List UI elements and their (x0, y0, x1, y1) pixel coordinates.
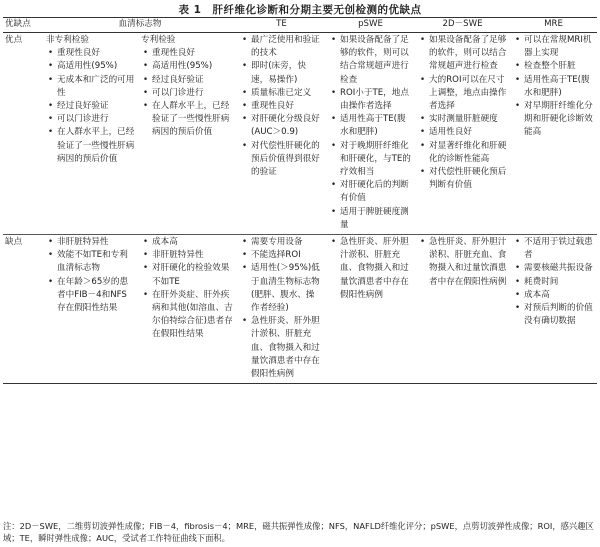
bullet-list (329, 34, 412, 232)
list-item: • 需要核磁共振设备 (513, 262, 594, 275)
list-item: • 无成本和广泛的可用性 (46, 74, 135, 100)
list-item: • 经过良好验证 (141, 74, 234, 87)
list-item: • 最广泛使用和验证的技术 (240, 34, 323, 60)
list-item: • 即时(床旁，快速，易操作) (240, 60, 323, 86)
list-item: • ROI小于TE，地点由操作者选择 (329, 87, 412, 113)
list-item: • 适用于脾脏硬度测量 (329, 206, 412, 232)
list-item: • 在人群水平上，已经验证了一些慢性肝病病因的预后价值 (141, 100, 234, 140)
cell-pros-2dswe (415, 33, 510, 235)
list-item: • 对肝硬化后的判断有价值 (329, 179, 412, 205)
list-item: • 非肝脏特异性 (46, 236, 135, 249)
list-item: • 在年龄＞65岁的患者中FIB－4和NFS存在假阳性结果 (46, 276, 135, 316)
list-item: • 不能选择ROI (240, 249, 323, 262)
list-item: • 重现性良好 (240, 100, 323, 113)
list-item: • 急性肝炎、肝外胆汁淤积、肝脏充血、食物摄入和过量饮酒患者中存在假阳性病例 (329, 236, 412, 302)
bullet-list (418, 236, 507, 289)
list-item: • 高适用性(95%) (141, 60, 234, 73)
bullet-list (141, 236, 234, 342)
list-item: • 对早期肝纤维化分期和肝硬化诊断效能高 (513, 100, 594, 140)
header-serum: 血清标志物 (43, 18, 237, 33)
row-label-pros: 优点 (5, 35, 23, 45)
list-item: • 重现性良好 (46, 47, 135, 60)
cell-cons-2dswe (415, 235, 510, 384)
list-item: • 对肝硬化分级良好(AUC＞0.9) (240, 113, 323, 139)
list-item: • 急性肝炎、肝外胆汁淤积、肝脏充血、食物摄入和过量饮酒患者中存在假阳性病例 (418, 236, 507, 289)
header-label-col: 优缺点 (3, 18, 43, 33)
cell-pros-serum-patented (138, 33, 237, 235)
table-footnote: 注：2D－SWE，二维剪切波弹性成像；FIB－4，fibrosis－4；MRE，磁共振弹性成像；NFS，NAFLD纤维化评分；pSWE，点剪切波弹性成像；ROI，感兴趣区域；TE，瞬时弹性成像；AUC，受试者工作特征曲线下面积。 (3, 521, 594, 543)
list-item: • 急性肝炎、肝外胆汁淤积、肝脏充血、食物摄入和过量饮酒患者中存在假阳性病例 (240, 315, 323, 381)
list-item: • 经过良好验证 (46, 100, 135, 113)
bullet-list (513, 34, 594, 140)
list-item: • 耗费时间 (513, 276, 594, 289)
list-item: • 可以门诊进行 (141, 87, 234, 100)
cell-pros-pswe (326, 33, 415, 235)
subheading-patented: 专利检验 (141, 35, 176, 45)
list-item: • 在肝外炎症、肝外疾病和其他(如溶血、吉尔伯特综合征)患者存在假阳性结果 (141, 289, 234, 342)
list-item: • 效能不如TE和专利血清标志物 (46, 249, 135, 275)
cell-pros-serum-nonspecific (43, 33, 138, 235)
list-item: • 对肝硬化的检验效果不如TE (141, 262, 234, 288)
list-item: • 在人群水平上，已经验证了一些慢性肝病病因的预后价值 (46, 126, 135, 166)
list-item: • 实时测量肝脏硬度 (418, 113, 507, 126)
list-item: • 对代偿性肝硬化预后判断有价值 (418, 166, 507, 192)
bullet-list (141, 47, 234, 139)
list-item: • 成本高 (141, 236, 234, 249)
list-item: • 非肝脏特异性 (141, 249, 234, 262)
cell-pros-mre (510, 33, 597, 235)
row-label-cons: 缺点 (3, 235, 43, 384)
bullet-list (329, 236, 412, 302)
list-item: • 对代偿性肝硬化的预后价值得到很好的验证 (240, 140, 323, 180)
list-item: • 可以在常规MRI机器上实现 (513, 34, 594, 60)
list-item: • 如果设备配备了足够的软件，则可以结合常规超声进行检查 (418, 34, 507, 74)
bullet-list (46, 236, 135, 315)
list-item: • 大的ROI可以在尺寸上调整，地点由操作者选择 (418, 74, 507, 114)
list-item: • 成本高 (513, 289, 594, 302)
header-te: TE (237, 18, 326, 33)
bullet-list (513, 236, 594, 328)
subheading-nonspecific: 非专利检验 (46, 35, 89, 45)
list-item: • 不适用于铁过载患者 (513, 236, 594, 262)
cell-cons-mre (510, 235, 597, 384)
table-title: 表 1 肝纤维化诊断和分期主要无创检测的优缺点 (178, 4, 422, 16)
comparison-table (3, 17, 597, 384)
list-item: • 如果设备配备了足够的软件，则可以结合常规超声进行检查 (329, 34, 412, 87)
cell-cons-serum-patented (138, 235, 237, 384)
list-item: • 适用性高于TE(腹水和肥胖) (329, 113, 412, 139)
bullet-list (240, 236, 323, 381)
list-item: • 对预后判断的价值没有确切数据 (513, 302, 594, 328)
list-item: • 对显著纤维化和肝硬化的诊断性能高 (418, 140, 507, 166)
header-mre: MRE (510, 18, 597, 33)
bullet-list (418, 34, 507, 192)
list-item: • 适用性(＞95%)低于血清生物标志物(肥胖、腹水、操作者经验) (240, 262, 323, 315)
cell-cons-serum-nonspecific (43, 235, 138, 384)
list-item: • 对于晚期肝纤维化和肝硬化，与TE的疗效相当 (329, 140, 412, 180)
cell-cons-te (237, 235, 326, 384)
cell-pros-te (237, 33, 326, 235)
list-item: • 可以门诊进行 (46, 113, 135, 126)
header-2dswe: 2D－SWE (415, 18, 510, 33)
bullet-list (240, 34, 323, 179)
list-item: • 适用性良好 (418, 126, 507, 139)
list-item: • 质量标准已定义 (240, 87, 323, 100)
list-item: • 需要专用设备 (240, 236, 323, 249)
list-item: • 重现性良好 (141, 47, 234, 60)
cell-cons-pswe (326, 235, 415, 384)
list-item: • 高适用性(95%) (46, 60, 135, 73)
header-pswe: pSWE (326, 18, 415, 33)
list-item: • 适用性高于TE(腹水和肥胖) (513, 74, 594, 100)
list-item: • 检查整个肝脏 (513, 60, 594, 73)
bullet-list (46, 47, 135, 166)
